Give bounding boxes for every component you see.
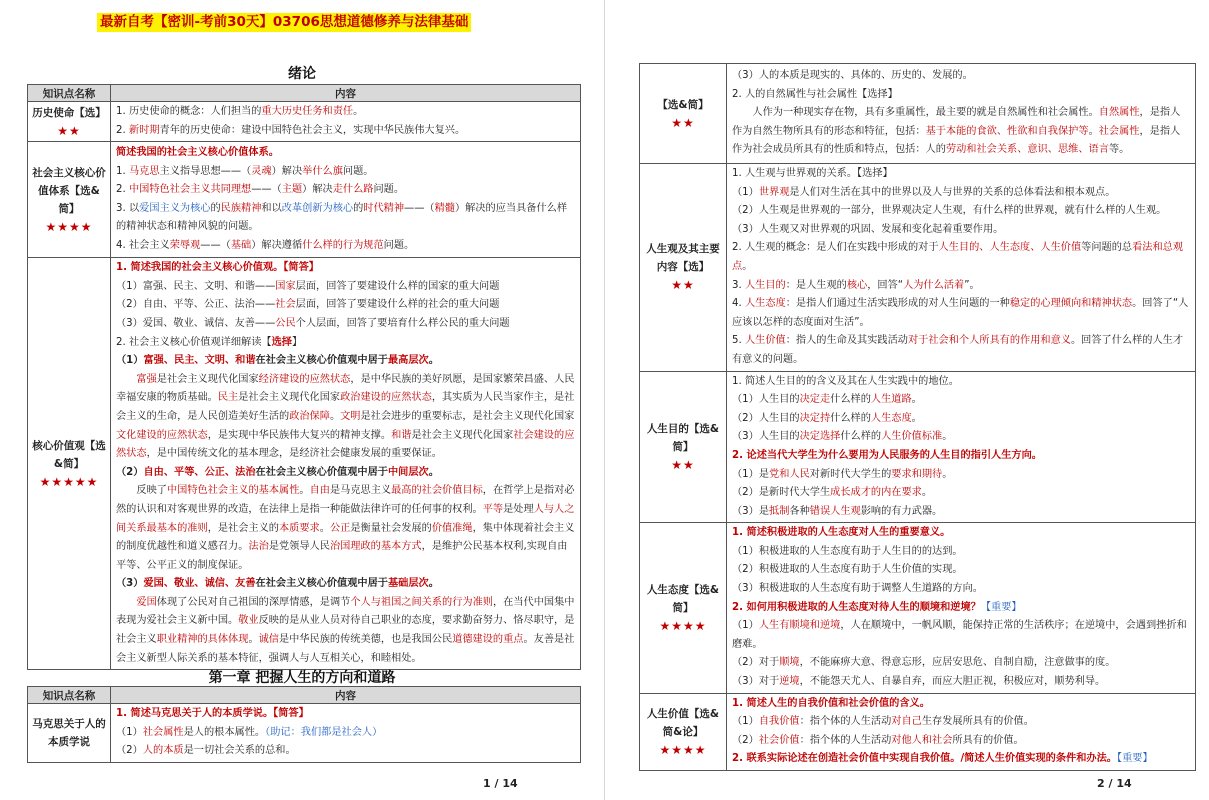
knowledge-point-name xyxy=(640,371,727,523)
content-line: （2）人的本质是一切社会关系的总和。 xyxy=(116,745,296,757)
knowledge-point-name xyxy=(640,64,727,164)
content-line: 4. 人生态度：是指人们通过生活实践形成的对人生问题的一种稳定的心理倾向和精神状态。回答了“人应该以怎样的态度面对生活”。 xyxy=(732,298,1189,328)
content-line: （1）人生有顺境和逆境，人在顺境中，一帆风顺，能保持正常的生活秩序；在逆境中，会遇到挫折和磨难。 xyxy=(732,620,1187,650)
importance-stars: ★★★★ xyxy=(659,742,707,757)
content-line: 2. 社会主义核心价值观详细解读【选择】 xyxy=(116,336,303,348)
page-number: 2 / 14 xyxy=(1097,777,1132,790)
table-row xyxy=(28,142,581,258)
header-content: 内容 xyxy=(111,687,581,704)
importance-stars: ★★ xyxy=(671,457,695,472)
content-line: 反映了中国特色社会主义的基本属性。自由是马克思主义最高的社会价值目标，在哲学上是指对必然的认识和对客观世界的改造，在法律上是指一种能做法律许可的任何事的权利。平等是处理人与人之间关系最基本的准则，是社会主义的本质要求。公正是衡量社会发展的价值准绳，集中体现着社会主义的制度优越性和道义感召力。法治是党领导人民治国理政的基本方式，是维护公民基本权利,实现自由平等、公平正义的制度保证。 xyxy=(116,485,575,571)
content-line: 3. 人生目的：是人生观的核心，回答“人为什么活着”。 xyxy=(732,279,980,291)
knowledge-point-name xyxy=(28,704,111,763)
content-line: （2）是新时代大学生成长成才的内在要求。 xyxy=(732,487,933,499)
table-row xyxy=(640,64,1196,164)
content-line: （2）人生观是世界观的一部分，世界观决定人生观，有什么样的世界观，就有什么样的人生观。 xyxy=(732,205,1167,217)
content-line: 1. 简述马克思关于人的本质学说。【简答】 xyxy=(116,708,309,719)
content-line: （1）富强、民主、文明、和谐——国家层面，回答了要建设什么样的国家的重大问题 xyxy=(116,280,500,292)
content-line: （3）人生目的决定选择什么样的人生价值标准。 xyxy=(732,431,953,443)
content-line: （1）是党和人民对新时代大学生的要求和期待。 xyxy=(732,468,953,480)
importance-stars: ★★★★ xyxy=(45,219,93,234)
importance-stars: ★★ xyxy=(671,278,695,293)
knowledge-point-label: 人生价值【选&简&论】 xyxy=(646,707,720,738)
content-line: 2. 论述当代大学生为什么要用为人民服务的人生目的指引人生方向。 xyxy=(732,449,1042,461)
importance-stars: ★★ xyxy=(671,115,695,130)
table-row xyxy=(640,371,1196,523)
content-line: （3）是抵制各种错误人生观影响的有力武器。 xyxy=(732,505,943,517)
knowledge-table-continued xyxy=(639,63,1196,771)
content-line: （1）积极进取的人生态度有助于人生目的的达到。 xyxy=(732,545,963,557)
knowledge-point-content xyxy=(727,371,1196,523)
content-line: 2. 人生观的概念：是人们在实践中形成的对于人生目的、人生态度、人生价值等问题的总看法和总观点。 xyxy=(732,242,1184,272)
content-line: （2）人生目的决定持什么样的人生态度。 xyxy=(732,412,922,424)
section-title: 绪论 xyxy=(288,66,316,82)
content-line: 1. 简述积极进取的人生态度对人生的重要意义。 xyxy=(732,527,951,539)
content-line: 4. 社会主义荣辱观——（基础）解决遵循什么样的行为规范问题。 xyxy=(116,239,415,251)
content-line: 1. 简述人生目的的含义及其在人生实践中的地位。 xyxy=(732,375,959,387)
content-line: （3）人的本质是现实的、具体的、历史的、发展的。 xyxy=(732,70,973,82)
knowledge-point-content xyxy=(727,64,1196,164)
content-line: （1）社会属性是人的根本属性。（助记：我们都是社会人） xyxy=(116,726,383,738)
knowledge-point-label: 社会主义核心价值体系【选&简】 xyxy=(32,166,106,215)
knowledge-point-label: 核心价值观【选&简】 xyxy=(32,439,106,470)
header-content: 内容 xyxy=(111,85,581,102)
content-line: （1）富强、民主、文明、和谐在社会主义核心价值观中居于最高层次。 xyxy=(116,355,439,367)
table-row xyxy=(640,164,1196,372)
content-line: 1. 马克思主义指导思想——（灵魂）解决举什么旗问题。 xyxy=(116,165,374,177)
table-row xyxy=(28,102,581,142)
knowledge-point-label: 人生目的【选&简】 xyxy=(646,422,720,453)
content-line: （2）自由、平等、公正、法治——社会层面，回答了要建设什么样的社会的重大问题 xyxy=(116,299,500,311)
content-line: 1. 人生观与世界观的关系。【选择】 xyxy=(732,168,893,179)
content-line: 2. 如何用积极进取的人生态度对待人生的顺境和逆境？【重要】 xyxy=(732,601,1022,613)
content-line: （1）人生目的决定走什么样的人生道路。 xyxy=(732,394,922,406)
knowledge-point-name xyxy=(640,164,727,372)
knowledge-point-name xyxy=(28,258,111,670)
content-line: 2. 联系实际论述在创造社会价值中实现自我价值。/简述人生价值实现的条件和办法。【重要】 xyxy=(732,753,1153,765)
knowledge-point-content xyxy=(111,704,581,763)
content-line: 1. 历史使命的概念：人们担当的重大历史任务和责任。 xyxy=(116,106,364,117)
knowledge-point-content xyxy=(727,164,1196,372)
chapter-title: 第一章 把握人生的方向和道路 xyxy=(208,670,396,686)
knowledge-point-content xyxy=(111,102,581,142)
chapter1-table xyxy=(27,686,581,763)
knowledge-point-content xyxy=(111,258,581,670)
table-row xyxy=(28,704,581,763)
table-row xyxy=(28,258,581,670)
content-line: （2）积极进取的人生态度有助于人生价值的实现。 xyxy=(732,564,963,576)
content-line: 爱国体现了公民对自己祖国的深厚情感，是调节个人与祖国之间关系的行为准则，在当代中国集中表现为爱社会主义新中国。敬业反映的是从业人员对待自己职业的态度，要求勤奋努力、恪尽职守，是社会主义职业精神的具体体现。诚信是中华民族的传统美德，也是我国公民道德建设的重点。友善是社会主义新型人际关系的基本特征，强调人与人互相关心，和睦相处。 xyxy=(116,596,575,664)
content-line: 人作为一种现实存在物，具有多重属性，最主要的就是自然属性和社会属性。自然属性，是指人作为自然生物所具有的形态和特征，包括：基于本能的食欲、性欲和自我保护等。社会属性，是指人作为社会成员所具有的性质和特点，包括：人的劳动和社会关系、意识、思维、语言等。 xyxy=(732,107,1181,156)
knowledge-point-label: 历史使命【选】 xyxy=(32,106,106,119)
content-line: （3）对于逆境，不能怨天尤人、自暴自弃，而应大胆正视，积极应对，顺势利导。 xyxy=(732,676,1106,688)
content-line: （1）世界观是人们对生活在其中的世界以及人与世界的关系的总体看法和根本观点。 xyxy=(732,186,1116,198)
content-line: （1）自我价值：指个体的人生活动对自己生存发展所具有的价值。 xyxy=(732,716,1034,728)
content-line: （3）人生观又对世界观的巩固、发展和变化起着重要作用。 xyxy=(732,223,1004,235)
content-line: （2）对于顺境，不能麻痹大意、得意忘形，应居安思危、自制自励，注意做事的度。 xyxy=(732,657,1116,669)
content-line: 简述我国的社会主义核心价值体系。 xyxy=(116,146,279,158)
content-line: （2）社会价值：指个体的人生活动对他人和社会所具有的价值。 xyxy=(732,734,1024,746)
content-line: 2. 新时期青年的历史使命：建设中国特色社会主义，实现中华民族伟大复兴。 xyxy=(116,124,466,136)
knowledge-point-content xyxy=(111,142,581,258)
table-row xyxy=(640,693,1196,770)
page-2 xyxy=(605,0,1209,800)
header-name: 知识点名称 xyxy=(28,85,111,102)
content-line: （3）爱国、敬业、诚信、友善——公民个人层面，回答了要培育什么样公民的重大问题 xyxy=(116,317,510,329)
content-line: 1. 简述人生的自我价值和社会价值的含义。 xyxy=(732,697,930,709)
knowledge-point-name xyxy=(28,102,111,142)
knowledge-point-content xyxy=(727,693,1196,770)
knowledge-point-name xyxy=(640,693,727,770)
knowledge-point-content xyxy=(727,523,1196,693)
header-name: 知识点名称 xyxy=(28,687,111,704)
content-line: 富强是社会主义现代化国家经济建设的应然状态，是中华民族的美好夙愿，是国家繁荣昌盛、人民幸福安康的物质基础。民主是社会主义现代化国家政治建设的应然状态，其实质为人民当家作主，是社会主义的生命，是人民创造美好生活的政治保障。文明是社会进步的重要标志，是社会主义现代化国家文化建设的应然状态，是实现中华民族伟大复兴的精神支撑。和谐是社会主义现代化国家社会建设的应然状态，是中国传统文化的基本理念，是经济社会健康发展的重要保证。 xyxy=(116,373,575,460)
content-line: （2）自由、平等、公正、法治在社会主义核心价值观中居于中间层次。 xyxy=(116,466,439,478)
content-line: 5. 人生价值：指人的生命及其实践活动对于社会和个人所具有的作用和意义。回答了什么样的人生才有意义的问题。 xyxy=(732,335,1184,365)
content-line: 3. 以爱国主义为核心的民族精神和以改革创新为核心的时代精神——（精髓）解决的应当具备什么样的精神状态和精神风貌的问题。 xyxy=(116,202,568,233)
page-number: 1 / 14 xyxy=(483,777,518,790)
content-line: （3）爱国、敬业、诚信、友善在社会主义核心价值观中居于基础层次。 xyxy=(116,578,439,590)
table-row xyxy=(640,523,1196,693)
knowledge-table xyxy=(27,84,581,670)
importance-stars: ★★★★ xyxy=(659,618,707,633)
knowledge-point-label: 人生态度【选&简】 xyxy=(646,583,720,614)
importance-stars: ★★ xyxy=(57,123,81,138)
knowledge-point-name xyxy=(28,142,111,258)
document-title: 最新自考【密训-考前30天】03706思想道德修养与法律基础 xyxy=(97,13,471,32)
knowledge-point-name xyxy=(640,523,727,693)
content-line: （3）积极进取的人生态度有助于调整人生道路的方向。 xyxy=(732,583,983,595)
content-line: 2. 人的自然属性与社会属性【选择】 xyxy=(732,88,898,100)
content-line: 1. 简述我国的社会主义核心价值观。【简答】 xyxy=(116,262,319,274)
knowledge-point-label: 马克思关于人的本质学说 xyxy=(32,717,106,748)
knowledge-point-label: 人生观及其主要内容【选】 xyxy=(646,243,720,274)
content-line: 2. 中国特色社会主义共同理想——（主题）解决走什么路问题。 xyxy=(116,184,405,196)
knowledge-point-label: 【选&简】 xyxy=(657,98,709,111)
importance-stars: ★★★★★ xyxy=(39,474,99,489)
